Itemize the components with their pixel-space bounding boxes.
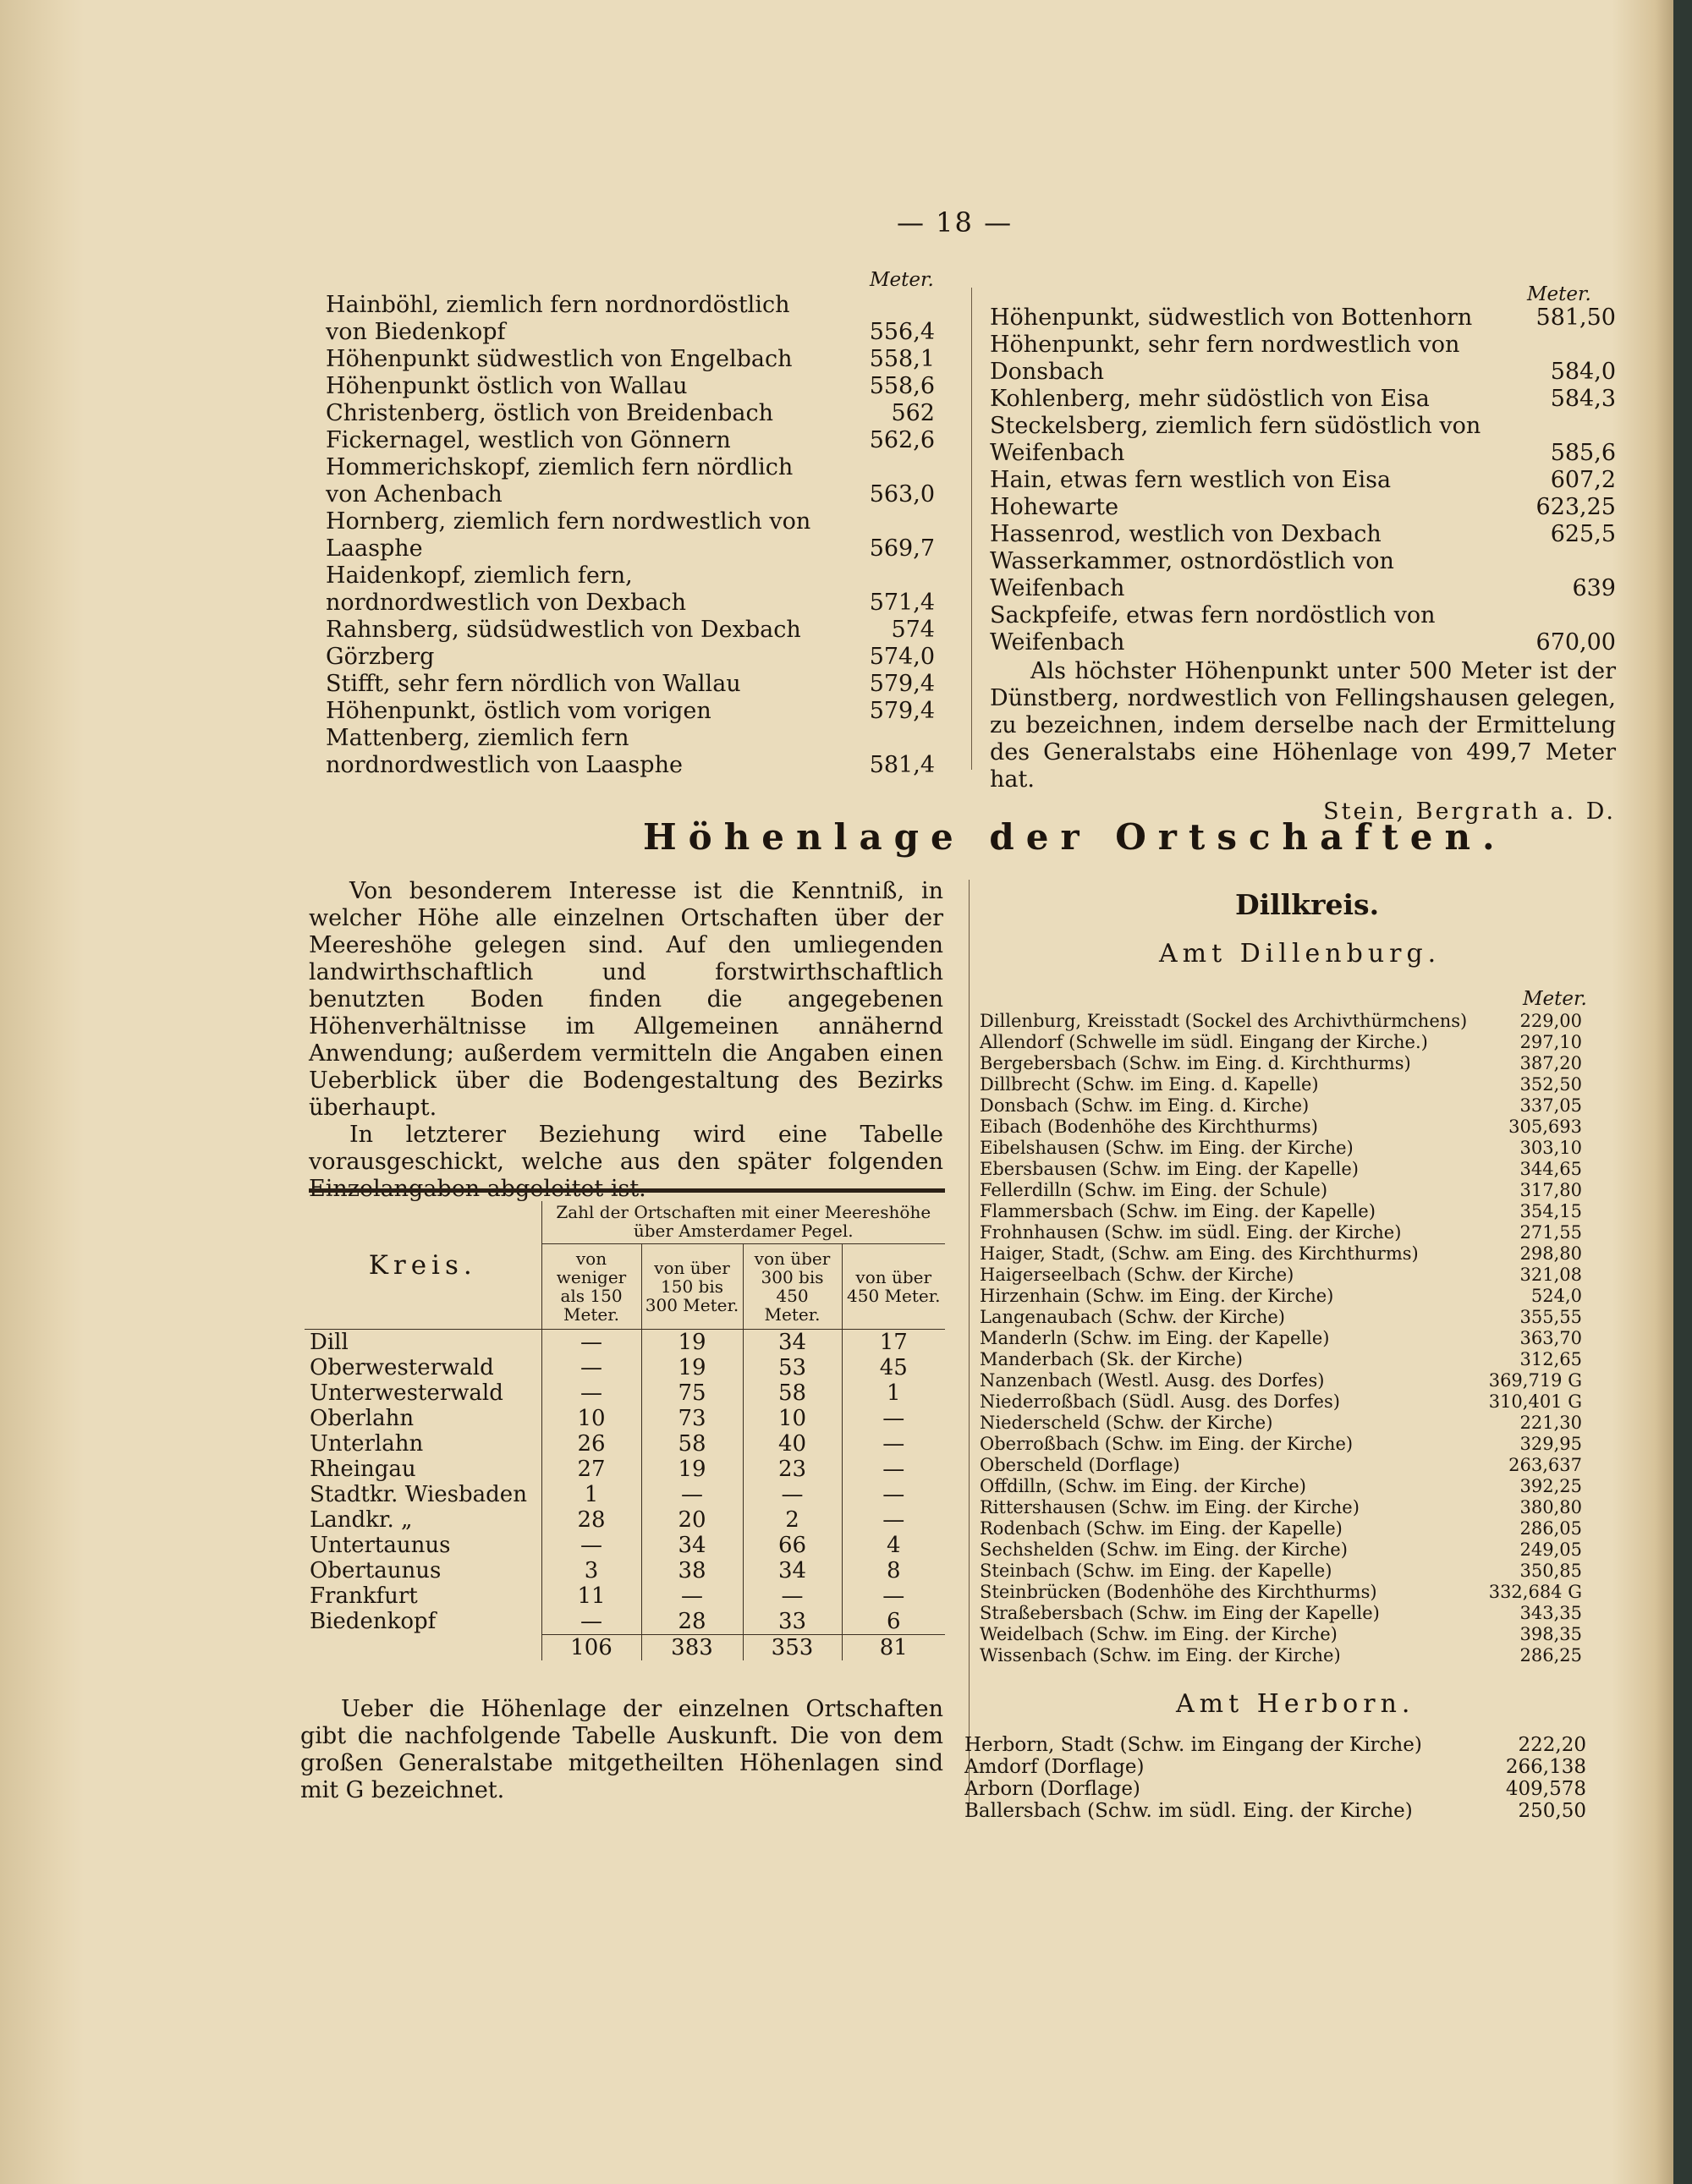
kreis-cell: Unterlahn bbox=[310, 1431, 424, 1457]
elevation-value: 579,4 bbox=[869, 698, 935, 724]
place-name: Haiger, Stadt, (Schw. am Eing. des Kirchthurms) bbox=[980, 1243, 1419, 1264]
place-name: Höhenpunkt, sehr fern nordwestlich von Donsbach bbox=[990, 332, 1460, 385]
place-name: Hainböhl, ziemlich fern nordnordöstlich von Biedenkopf bbox=[326, 292, 790, 345]
elevation-value: 250,50 bbox=[1518, 1800, 1586, 1822]
book-edge-right bbox=[1673, 0, 1692, 2184]
count-cell: — bbox=[842, 1583, 945, 1609]
list-item bbox=[326, 427, 935, 454]
list-item bbox=[980, 1032, 1582, 1053]
elevation-value: 369,719 G bbox=[1488, 1370, 1582, 1391]
closing-paragraph: Ueber die Höhenlage der einzelnen Ortschaften gibt die nachfolgende Tabelle Auskunft. Die von dem großen Generalstabe mitgetheilten Höhenlagen sind mit G bezeichnet. bbox=[300, 1696, 943, 1803]
list-item bbox=[980, 1307, 1582, 1328]
list-item bbox=[964, 1778, 1586, 1800]
list-item bbox=[326, 644, 935, 671]
right-top-list bbox=[990, 305, 1616, 656]
place-name: Stifft, sehr fern nördlich von Wallau bbox=[326, 671, 741, 697]
elevation-value: 558,1 bbox=[869, 346, 935, 372]
count-cell: 28 bbox=[641, 1609, 743, 1635]
place-name: Görzberg bbox=[326, 644, 435, 670]
count-cell: 6 bbox=[842, 1609, 945, 1635]
list-item bbox=[990, 602, 1616, 656]
list-item bbox=[326, 562, 935, 617]
list-item bbox=[980, 1011, 1582, 1032]
elevation-value: 332,684 G bbox=[1488, 1582, 1582, 1602]
elevation-value: 286,25 bbox=[1519, 1645, 1582, 1665]
count-cell: 10 bbox=[541, 1406, 641, 1431]
place-name: Oberroßbach (Schw. im Eing. der Kirche) bbox=[980, 1434, 1354, 1454]
table-row bbox=[305, 1431, 945, 1457]
elevation-value: 623,25 bbox=[1535, 494, 1616, 520]
count-cell: — bbox=[541, 1330, 641, 1356]
list-item bbox=[326, 454, 935, 508]
elevation-value: 298,80 bbox=[1519, 1243, 1582, 1264]
place-name: Herborn, Stadt (Schw. im Eingang der Kirche) bbox=[964, 1734, 1422, 1756]
elevation-value: 263,637 bbox=[1508, 1455, 1582, 1475]
elevation-value: 321,08 bbox=[1519, 1265, 1582, 1285]
kreis-cell: Rheingau bbox=[310, 1457, 416, 1482]
intro-paragraph-2: In letzterer Beziehung wird eine Tabelle vorausgeschickt, welche aus den später folgenden bbox=[309, 1122, 943, 1175]
place-name: Hain, etwas fern westlich von Eisa bbox=[990, 467, 1392, 493]
place-name: Amdorf (Dorflage) bbox=[964, 1756, 1145, 1778]
list-item bbox=[326, 346, 935, 373]
left-top-list bbox=[326, 292, 935, 779]
place-name: Höhenpunkt, südwestlich von Bottenhorn bbox=[990, 305, 1473, 331]
place-name: Kohlenberg, mehr südöstlich von Eisa bbox=[990, 386, 1430, 412]
kreis-cell: Dill bbox=[305, 1330, 541, 1356]
elevation-value: 584,0 bbox=[1550, 359, 1616, 385]
count-cell: 58 bbox=[743, 1380, 842, 1406]
list-item bbox=[980, 1476, 1582, 1497]
place-name: Hohewarte bbox=[990, 494, 1119, 520]
section-heading: Höhenlage der Ortschaften. bbox=[643, 816, 1507, 858]
right-top-column bbox=[990, 305, 1616, 826]
list-item bbox=[990, 305, 1616, 332]
count-cell: 26 bbox=[541, 1431, 641, 1457]
list-item bbox=[980, 1328, 1582, 1349]
count-cell: 27 bbox=[541, 1457, 641, 1482]
elevation-value: 249,05 bbox=[1519, 1539, 1582, 1560]
kreis-cell: Oberlahn bbox=[310, 1406, 415, 1431]
count-cell: 58 bbox=[641, 1431, 743, 1457]
list-item bbox=[980, 1413, 1582, 1434]
elevation-value: 398,35 bbox=[1519, 1624, 1582, 1644]
elevation-value: 524,0 bbox=[1530, 1286, 1582, 1306]
list-item bbox=[326, 292, 935, 346]
amt-herborn-heading: Amt Herborn. bbox=[1176, 1689, 1415, 1719]
elevation-value: 355,55 bbox=[1519, 1307, 1582, 1327]
list-item bbox=[326, 508, 935, 562]
list-item bbox=[990, 548, 1616, 602]
kreis-cell: Obertaunus bbox=[310, 1558, 442, 1583]
list-item bbox=[990, 386, 1616, 413]
elevation-value: 409,578 bbox=[1505, 1778, 1586, 1800]
place-name: Manderln (Schw. im Eing. der Kapelle) bbox=[980, 1328, 1330, 1348]
page-number: — 18 — bbox=[897, 206, 1014, 239]
list-item bbox=[980, 1561, 1582, 1582]
place-name: Wissenbach (Schw. im Eing. der Kirche) bbox=[980, 1645, 1341, 1665]
place-name: Hassenrod, westlich von Dexbach bbox=[990, 521, 1382, 547]
elevation-value: 387,20 bbox=[1519, 1053, 1582, 1073]
table-row bbox=[305, 1583, 945, 1609]
column-divider-bottom bbox=[969, 880, 970, 1810]
elevation-value: 350,85 bbox=[1519, 1561, 1582, 1581]
kreis-cell: Unterwesterwald bbox=[310, 1380, 503, 1406]
signature: Stein, Bergrath a. D. bbox=[1323, 798, 1616, 825]
place-name: Rodenbach (Schw. im Eing. der Kapelle) bbox=[980, 1518, 1343, 1539]
list-item bbox=[326, 725, 935, 779]
place-name: Offdilln, (Schw. im Eing. der Kirche) bbox=[980, 1476, 1306, 1496]
column-header: von über 300 bis 450 Meter. bbox=[743, 1244, 842, 1330]
elevation-value: 563,0 bbox=[869, 481, 935, 508]
list-item bbox=[980, 1180, 1582, 1201]
list-item bbox=[990, 413, 1616, 467]
total-cell: 383 bbox=[641, 1635, 743, 1661]
meter-label-left: Meter. bbox=[870, 269, 934, 291]
count-cell: — bbox=[641, 1583, 743, 1609]
count-cell: 17 bbox=[842, 1330, 945, 1356]
list-item bbox=[980, 1243, 1582, 1265]
list-item bbox=[980, 1222, 1582, 1243]
elevation-value: 266,138 bbox=[1505, 1756, 1586, 1778]
elevation-value: 584,3 bbox=[1550, 386, 1616, 412]
place-name: Rahnsberg, südsüdwestlich von Dexbach bbox=[326, 617, 801, 643]
count-cell: 28 bbox=[541, 1507, 641, 1533]
place-name: Weidelbach (Schw. im Eing. der Kirche) bbox=[980, 1624, 1338, 1644]
place-name: Ballersbach (Schw. im südl. Eing. der Kirche) bbox=[964, 1800, 1413, 1822]
table-top-rule bbox=[309, 1188, 945, 1193]
table-row bbox=[305, 1380, 945, 1406]
kreis-cell: Landkr. „ bbox=[310, 1507, 413, 1533]
count-cell: 33 bbox=[743, 1609, 842, 1635]
count-cell: — bbox=[743, 1482, 842, 1507]
place-name: Eibelshausen (Schw. im Eing. der Kirche) bbox=[980, 1138, 1354, 1158]
elevation-value: 221,30 bbox=[1519, 1413, 1582, 1433]
count-cell: 66 bbox=[743, 1533, 842, 1558]
count-cell: — bbox=[842, 1406, 945, 1431]
count-cell: 2 bbox=[743, 1507, 842, 1533]
list-item bbox=[326, 698, 935, 725]
elevation-value: 222,20 bbox=[1518, 1734, 1586, 1756]
total-cell: 353 bbox=[743, 1635, 842, 1661]
elevation-value: 392,25 bbox=[1519, 1476, 1582, 1496]
list-item bbox=[980, 1201, 1582, 1222]
totals-label bbox=[305, 1635, 541, 1661]
count-cell: 1 bbox=[541, 1482, 641, 1507]
table-row bbox=[305, 1355, 945, 1380]
count-cell: 19 bbox=[641, 1457, 743, 1482]
place-name: Steinbach (Schw. im Eing. der Kapelle) bbox=[980, 1561, 1332, 1581]
place-name: Sechshelden (Schw. im Eing. der Kirche) bbox=[980, 1539, 1348, 1560]
count-cell: 3 bbox=[541, 1558, 641, 1583]
place-name: Langenaubach (Schw. der Kirche) bbox=[980, 1307, 1285, 1327]
kreis-cell: Biedenkopf bbox=[310, 1609, 437, 1635]
list-item bbox=[980, 1603, 1582, 1624]
list-item bbox=[980, 1624, 1582, 1645]
total-cell: 81 bbox=[842, 1635, 945, 1661]
place-name: Arborn (Dorflage) bbox=[964, 1778, 1140, 1800]
elevation-value: 305,693 bbox=[1508, 1117, 1582, 1137]
column-header: von über 450 Meter. bbox=[842, 1244, 945, 1330]
kreis-cell: Untertaunus bbox=[310, 1533, 451, 1558]
list-item bbox=[980, 1497, 1582, 1518]
place-name: Allendorf (Schwelle im südl. Eingang der Kirche.) bbox=[980, 1032, 1428, 1052]
elevation-value: 571,4 bbox=[869, 590, 935, 616]
place-name: Mattenberg, ziemlich fern nordnordwestlich von Laasphe bbox=[326, 725, 683, 778]
place-name: Nanzenbach (Westl. Ausg. des Dorfes) bbox=[980, 1370, 1325, 1391]
table-row bbox=[305, 1406, 945, 1431]
table-row bbox=[305, 1457, 945, 1482]
elevation-value: 352,50 bbox=[1519, 1074, 1582, 1095]
place-name: Haidenkopf, ziemlich fern, nordnordwestlich von Dexbach bbox=[326, 562, 687, 616]
place-name: Flammersbach (Schw. im Eing. der Kapelle) bbox=[980, 1201, 1376, 1221]
elevation-value: 363,70 bbox=[1519, 1328, 1582, 1348]
elevation-value: 380,80 bbox=[1519, 1497, 1582, 1517]
kreis-cell: Frankfurt bbox=[310, 1583, 418, 1609]
count-cell: 45 bbox=[842, 1355, 945, 1380]
table-row bbox=[305, 1330, 945, 1356]
amt-dillenburg-heading: Amt Dillenburg. bbox=[1159, 939, 1442, 969]
summary-table bbox=[305, 1201, 945, 1660]
elevation-value: 569,7 bbox=[869, 535, 935, 562]
count-cell: 19 bbox=[641, 1330, 743, 1356]
list-item bbox=[990, 332, 1616, 386]
count-cell: 19 bbox=[641, 1355, 743, 1380]
place-name: Hornberg, ziemlich fern nordwestlich von Laasphe bbox=[326, 508, 811, 562]
place-name: Dillbrecht (Schw. im Eing. d. Kapelle) bbox=[980, 1074, 1319, 1095]
count-cell: — bbox=[743, 1583, 842, 1609]
elevation-value: 344,65 bbox=[1519, 1159, 1582, 1179]
count-cell: 1 bbox=[842, 1380, 945, 1406]
place-name: Wasserkammer, ostnordöstlich von Weifenbach bbox=[990, 548, 1394, 601]
count-cell: 40 bbox=[743, 1431, 842, 1457]
list-item bbox=[980, 1159, 1582, 1180]
elevation-value: 303,10 bbox=[1519, 1138, 1582, 1158]
kreis-cell: Oberwesterwald bbox=[310, 1355, 494, 1380]
page-gutter bbox=[0, 0, 85, 2184]
list-item bbox=[980, 1455, 1582, 1476]
count-cell: 10 bbox=[743, 1406, 842, 1431]
elevation-value: 317,80 bbox=[1519, 1180, 1582, 1200]
kreis-header: Kreis. bbox=[368, 1249, 477, 1281]
elevation-value: 337,05 bbox=[1519, 1095, 1582, 1116]
count-cell: 34 bbox=[743, 1558, 842, 1583]
closing-text bbox=[300, 1696, 943, 1804]
elevation-value: 607,2 bbox=[1550, 467, 1616, 493]
place-name: Niederroßbach (Südl. Ausg. des Dorfes) bbox=[980, 1391, 1340, 1412]
meter-label-dillenburg: Meter. bbox=[1523, 988, 1587, 1010]
meter-label-right: Meter. bbox=[1527, 283, 1591, 305]
place-name: Hommerichskopf, ziemlich fern nördlich von Achenbach bbox=[326, 454, 794, 508]
count-cell: 11 bbox=[541, 1583, 641, 1609]
place-name: Steckelsberg, ziemlich fern südöstlich von Weifenbach bbox=[990, 413, 1481, 466]
place-name: Manderbach (Sk. der Kirche) bbox=[980, 1349, 1243, 1369]
elevation-value: 229,00 bbox=[1519, 1011, 1582, 1031]
place-name: Höhenpunkt östlich von Wallau bbox=[326, 373, 688, 399]
elevation-value: 562 bbox=[891, 400, 935, 426]
elevation-value: 329,95 bbox=[1519, 1434, 1582, 1454]
elevation-value: 286,05 bbox=[1519, 1518, 1582, 1539]
list-item bbox=[990, 494, 1616, 521]
table-row bbox=[305, 1558, 945, 1583]
elevation-value: 271,55 bbox=[1519, 1222, 1582, 1243]
dillkreis-heading: Dillkreis. bbox=[1235, 888, 1380, 921]
elevation-value: 585,6 bbox=[1550, 440, 1616, 466]
elevation-value: 297,10 bbox=[1519, 1032, 1582, 1052]
place-name: Donsbach (Schw. im Eing. d. Kirche) bbox=[980, 1095, 1310, 1116]
list-item bbox=[980, 1518, 1582, 1539]
highest-point-note: Als höchster Höhenpunkt unter 500 Meter ist der Dünstberg, nordwestlich von Fellingshausen gelegen, zu bezeichnen, indem derselbe nach der Ermittelung des Generalstabs eine Höhenlage von 499,7 Meter hat. bbox=[990, 658, 1616, 793]
place-name: Frohnhausen (Schw. im südl. Eing. der Kirche) bbox=[980, 1222, 1402, 1243]
place-name: Rittershausen (Schw. im Eing. der Kirche) bbox=[980, 1497, 1360, 1517]
elevation-value: 343,35 bbox=[1519, 1603, 1582, 1623]
count-cell: 4 bbox=[842, 1533, 945, 1558]
count-cell: — bbox=[842, 1507, 945, 1533]
total-cell: 106 bbox=[541, 1635, 641, 1661]
place-name: Höhenpunkt, östlich vom vorigen bbox=[326, 698, 711, 724]
elevation-value: 354,15 bbox=[1519, 1201, 1582, 1221]
place-name: Sackpfeife, etwas fern nordöstlich von Weifenbach bbox=[990, 602, 1436, 656]
count-cell: — bbox=[842, 1431, 945, 1457]
amt-herborn-list bbox=[964, 1734, 1586, 1822]
list-item bbox=[980, 1117, 1582, 1138]
place-name: Höhenpunkt südwestlich von Engelbach bbox=[326, 346, 793, 372]
list-item bbox=[990, 521, 1616, 548]
list-item bbox=[990, 467, 1616, 494]
place-name: Dillenburg, Kreisstadt (Sockel des Archivthürmchens) bbox=[980, 1011, 1468, 1031]
list-item bbox=[326, 671, 935, 698]
list-item bbox=[964, 1734, 1586, 1756]
list-item bbox=[980, 1095, 1582, 1117]
place-name: Christenberg, östlich von Breidenbach bbox=[326, 400, 773, 426]
place-name: Straßebersbach (Schw. im Eing der Kapelle) bbox=[980, 1603, 1380, 1623]
count-cell: — bbox=[842, 1457, 945, 1482]
list-item bbox=[980, 1391, 1582, 1413]
elevation-value: 579,4 bbox=[869, 671, 935, 697]
elevation-value: 558,6 bbox=[869, 373, 935, 399]
table-row bbox=[305, 1533, 945, 1558]
count-cell: 20 bbox=[641, 1507, 743, 1533]
place-name: Niederscheld (Schw. der Kirche) bbox=[980, 1413, 1273, 1433]
list-item bbox=[980, 1138, 1582, 1159]
list-item bbox=[980, 1582, 1582, 1603]
group-header: Zahl der Ortschaften mit einer Meereshöhe über Amsterdamer Pegel. bbox=[541, 1201, 945, 1244]
elevation-value: 574,0 bbox=[869, 644, 935, 670]
count-cell: 75 bbox=[641, 1380, 743, 1406]
elevation-value: 639 bbox=[1572, 575, 1616, 601]
count-cell: — bbox=[541, 1609, 641, 1635]
count-cell: 53 bbox=[743, 1355, 842, 1380]
elevation-value: 625,5 bbox=[1550, 521, 1616, 547]
place-name: Oberscheld (Dorflage) bbox=[980, 1455, 1180, 1475]
elevation-value: 670,00 bbox=[1535, 629, 1616, 656]
intro-text bbox=[309, 878, 943, 1203]
list-item bbox=[964, 1756, 1586, 1778]
count-cell: 8 bbox=[842, 1558, 945, 1583]
totals-row bbox=[305, 1635, 945, 1661]
list-item bbox=[964, 1800, 1586, 1822]
place-name: Eibach (Bodenhöhe des Kirchthurms) bbox=[980, 1117, 1318, 1137]
list-item bbox=[326, 400, 935, 427]
place-name: Haigerseelbach (Schw. der Kirche) bbox=[980, 1265, 1294, 1285]
elevation-value: 312,65 bbox=[1519, 1349, 1582, 1369]
elevation-value: 574 bbox=[891, 617, 935, 643]
count-cell: 73 bbox=[641, 1406, 743, 1431]
column-header: von weniger als 150 Meter. bbox=[541, 1244, 641, 1330]
count-cell: — bbox=[641, 1482, 743, 1507]
list-item bbox=[980, 1539, 1582, 1561]
list-item bbox=[980, 1370, 1582, 1391]
column-divider-top bbox=[971, 288, 972, 770]
count-cell: 34 bbox=[743, 1330, 842, 1356]
table-row bbox=[305, 1609, 945, 1635]
elevation-value: 581,50 bbox=[1535, 305, 1616, 331]
count-cell: 38 bbox=[641, 1558, 743, 1583]
column-header: von über 150 bis 300 Meter. bbox=[641, 1244, 743, 1330]
count-cell: 34 bbox=[641, 1533, 743, 1558]
list-item bbox=[980, 1349, 1582, 1370]
list-item bbox=[980, 1053, 1582, 1074]
table-row bbox=[305, 1482, 945, 1507]
place-name: Fickernagel, westlich von Gönnern bbox=[326, 427, 731, 453]
count-cell: 23 bbox=[743, 1457, 842, 1482]
table-row bbox=[305, 1507, 945, 1533]
place-name: Fellerdilln (Schw. im Eing. der Schule) bbox=[980, 1180, 1328, 1200]
count-cell: — bbox=[541, 1533, 641, 1558]
list-item bbox=[980, 1265, 1582, 1286]
place-name: Ebersbausen (Schw. im Eing. der Kapelle) bbox=[980, 1159, 1359, 1179]
kreis-cell: Stadtkr. Wiesbaden bbox=[310, 1482, 527, 1507]
place-name: Bergebersbach (Schw. im Eing. d. Kirchthurms) bbox=[980, 1053, 1411, 1073]
count-cell: — bbox=[541, 1355, 641, 1380]
list-item bbox=[980, 1074, 1582, 1095]
list-item bbox=[980, 1286, 1582, 1307]
place-name: Hirzenhain (Schw. im Eing. der Kirche) bbox=[980, 1286, 1334, 1306]
place-name: Steinbrücken (Bodenhöhe des Kirchthurms) bbox=[980, 1582, 1377, 1602]
amt-dillenburg-list bbox=[980, 1011, 1582, 1666]
list-item bbox=[326, 373, 935, 400]
intro-paragraph-1: Von besonderem Interesse ist die Kenntniß, in welcher Höhe alle einzelnen Ortschaften über der Meereshöhe gelegen sind. Auf den umliegenden landwirthschaftlich und forstwirthschaftlich benutzten Boden finden die angegebenen Höhenverhältnisse im Allgemeinen annähernd Anwendung; außerdem vermitteln die Angaben einen Ueberblick über die Bodengestaltung des Bezirks überhaupt. bbox=[309, 878, 943, 1121]
count-cell: — bbox=[842, 1482, 945, 1507]
list-item bbox=[980, 1645, 1582, 1666]
list-item bbox=[326, 617, 935, 644]
elevation-value: 556,4 bbox=[869, 319, 935, 345]
page-edge-shadow bbox=[1612, 0, 1673, 2184]
elevation-value: 581,4 bbox=[869, 752, 935, 778]
count-cell: — bbox=[541, 1380, 641, 1406]
list-item bbox=[980, 1434, 1582, 1455]
elevation-value: 562,6 bbox=[869, 427, 935, 453]
elevation-value: 310,401 G bbox=[1488, 1391, 1582, 1412]
